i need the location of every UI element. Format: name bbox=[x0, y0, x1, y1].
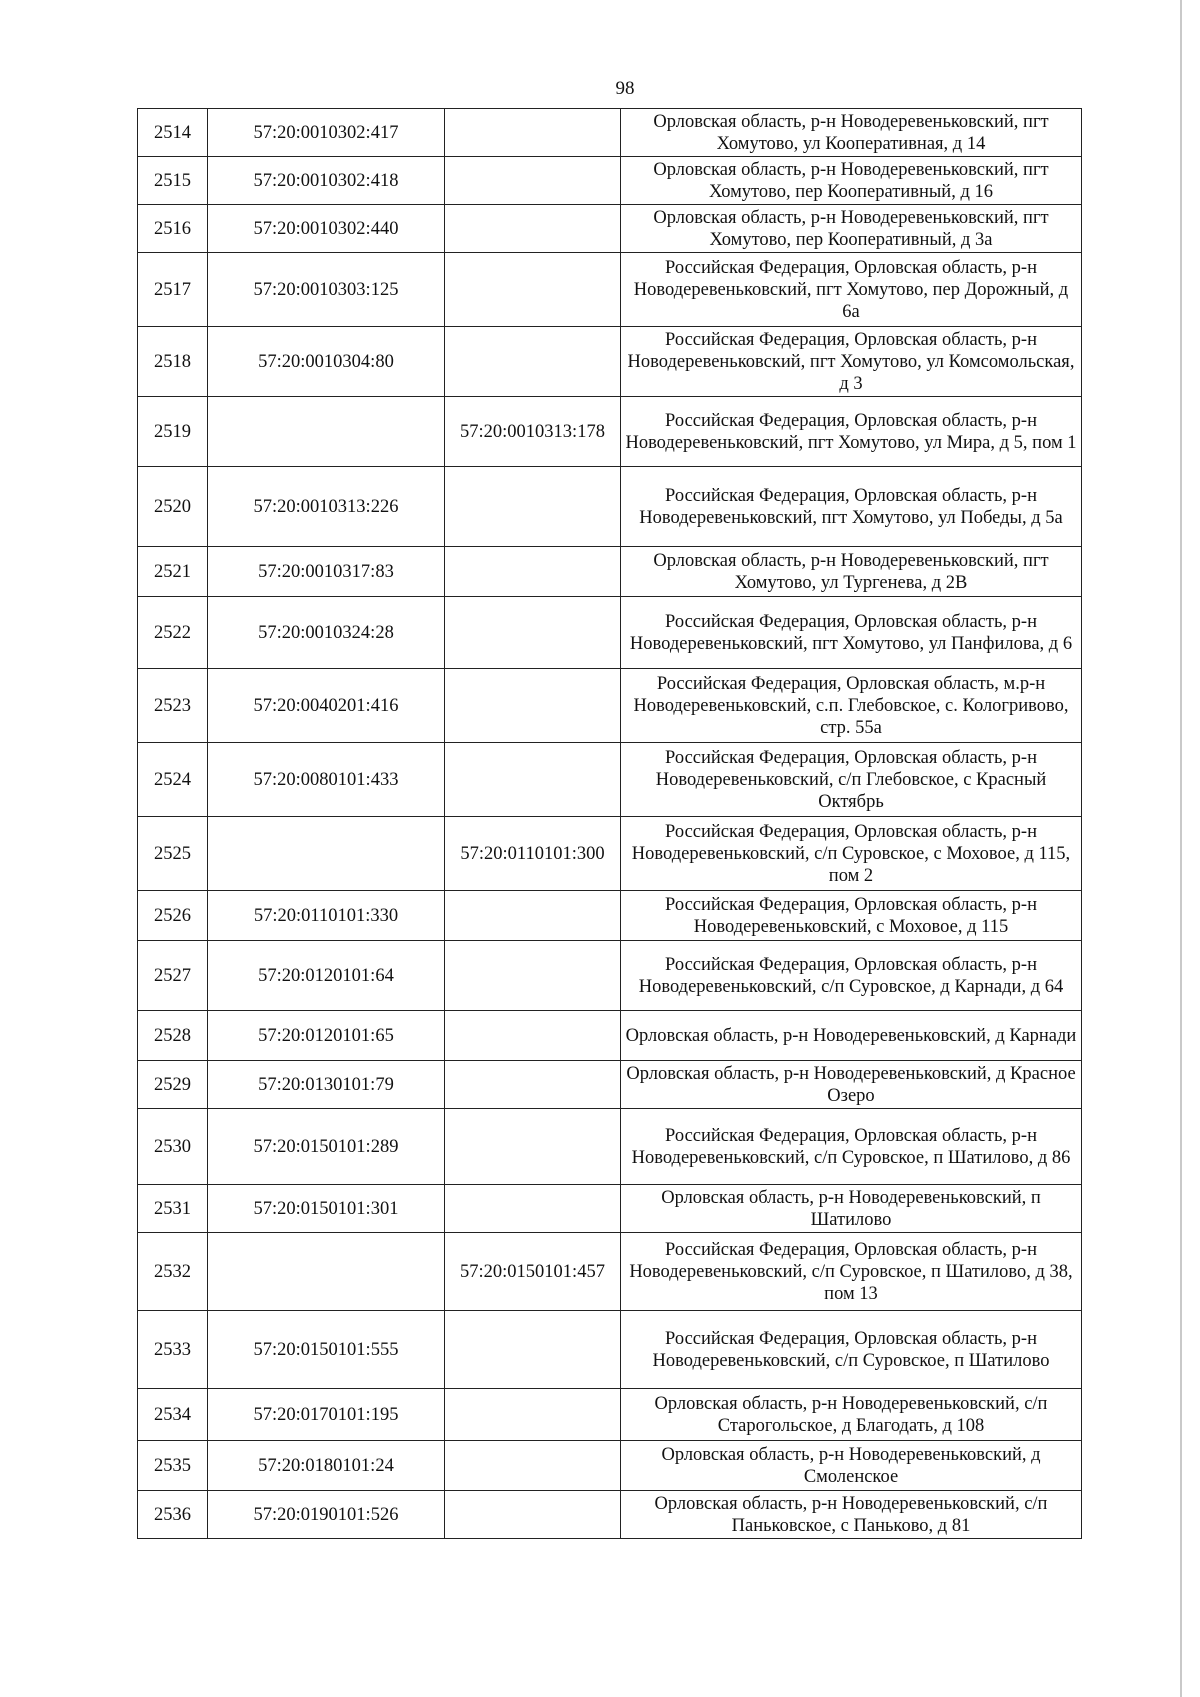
row-number: 2532 bbox=[138, 1233, 208, 1311]
row-number: 2530 bbox=[138, 1109, 208, 1185]
property-registry-table bbox=[137, 108, 1082, 1539]
cadastral-number: 57:20:0150101:555 bbox=[208, 1311, 445, 1389]
premises-cadastral-number bbox=[445, 1109, 621, 1185]
table-row bbox=[138, 1185, 1082, 1233]
page-number: 98 bbox=[615, 78, 635, 99]
premises-cadastral-number bbox=[445, 891, 621, 941]
row-number: 2536 bbox=[138, 1491, 208, 1539]
row-number: 2521 bbox=[138, 547, 208, 597]
table-row bbox=[138, 1389, 1082, 1441]
table-row bbox=[138, 941, 1082, 1011]
row-number: 2528 bbox=[138, 1011, 208, 1061]
table-row bbox=[138, 1233, 1082, 1311]
table-row bbox=[138, 669, 1082, 743]
row-number: 2531 bbox=[138, 1185, 208, 1233]
row-number: 2515 bbox=[138, 157, 208, 205]
row-number: 2526 bbox=[138, 891, 208, 941]
premises-cadastral-number bbox=[445, 1311, 621, 1389]
row-number: 2534 bbox=[138, 1389, 208, 1441]
row-number: 2520 bbox=[138, 467, 208, 547]
table-row bbox=[138, 467, 1082, 547]
address: Российская Федерация, Орловская область, р-н Новодеревеньковский, с Моховое, д 115 bbox=[621, 891, 1082, 941]
table-row bbox=[138, 1011, 1082, 1061]
row-number: 2517 bbox=[138, 253, 208, 327]
cadastral-number: 57:20:0010304:80 bbox=[208, 327, 445, 397]
cadastral-number: 57:20:0130101:79 bbox=[208, 1061, 445, 1109]
table-row bbox=[138, 109, 1082, 157]
row-number: 2524 bbox=[138, 743, 208, 817]
address: Орловская область, р-н Новодеревеньковский, д Смоленское bbox=[621, 1441, 1082, 1491]
address: Российская Федерация, Орловская область, р-н Новодеревеньковский, с/п Глебовское, с Красный Октябрь bbox=[621, 743, 1082, 817]
address: Российская Федерация, Орловская область, р-н Новодеревеньковский, пгт Хомутово, ул Мира, д 5, пом 1 bbox=[621, 397, 1082, 467]
row-number: 2522 bbox=[138, 597, 208, 669]
row-number: 2527 bbox=[138, 941, 208, 1011]
address: Российская Федерация, Орловская область, р-н Новодеревеньковский, с/п Суровское, п Шатилово, д 38, пом 13 bbox=[621, 1233, 1082, 1311]
premises-cadastral-number bbox=[445, 327, 621, 397]
cadastral-number: 57:20:0120101:64 bbox=[208, 941, 445, 1011]
address: Орловская область, р-н Новодеревеньковский, пгт Хомутово, ул Кооперативная, д 14 bbox=[621, 109, 1082, 157]
premises-cadastral-number bbox=[445, 1491, 621, 1539]
table-row bbox=[138, 891, 1082, 941]
address: Орловская область, р-н Новодеревеньковский, пгт Хомутово, пер Кооперативный, д 3а bbox=[621, 205, 1082, 253]
table-row bbox=[138, 157, 1082, 205]
cadastral-number: 57:20:0010313:226 bbox=[208, 467, 445, 547]
row-number: 2535 bbox=[138, 1441, 208, 1491]
premises-cadastral-number bbox=[445, 1011, 621, 1061]
address: Российская Федерация, Орловская область, р-н Новодеревеньковский, пгт Хомутово, ул Панфилова, д 6 bbox=[621, 597, 1082, 669]
address: Орловская область, р-н Новодеревеньковский, пгт Хомутово, ул Тургенева, д 2В bbox=[621, 547, 1082, 597]
premises-cadastral-number bbox=[445, 743, 621, 817]
table-row bbox=[138, 743, 1082, 817]
address: Орловская область, р-н Новодеревеньковский, с/п Старогольское, д Благодать, д 108 bbox=[621, 1389, 1082, 1441]
row-number: 2516 bbox=[138, 205, 208, 253]
address: Российская Федерация, Орловская область, м.р-н Новодеревеньковский, с.п. Глебовское, с. Кологривово, стр. 55а bbox=[621, 669, 1082, 743]
cadastral-number: 57:20:0150101:301 bbox=[208, 1185, 445, 1233]
premises-cadastral-number bbox=[445, 597, 621, 669]
premises-cadastral-number: 57:20:0150101:457 bbox=[445, 1233, 621, 1311]
premises-cadastral-number bbox=[445, 109, 621, 157]
cadastral-number: 57:20:0120101:65 bbox=[208, 1011, 445, 1061]
address: Российская Федерация, Орловская область, р-н Новодеревеньковский, пгт Хомутово, ул Комсомольская, д 3 bbox=[621, 327, 1082, 397]
cadastral-number: 57:20:0010317:83 bbox=[208, 547, 445, 597]
address: Российская Федерация, Орловская область, р-н Новодеревеньковский, пгт Хомутово, ул Победы, д 5а bbox=[621, 467, 1082, 547]
row-number: 2518 bbox=[138, 327, 208, 397]
cadastral-number: 57:20:0170101:195 bbox=[208, 1389, 445, 1441]
cadastral-number: 57:20:0010302:418 bbox=[208, 157, 445, 205]
premises-cadastral-number bbox=[445, 1185, 621, 1233]
cadastral-number: 57:20:0080101:433 bbox=[208, 743, 445, 817]
row-number: 2514 bbox=[138, 109, 208, 157]
table-row bbox=[138, 817, 1082, 891]
table-row bbox=[138, 597, 1082, 669]
table-row bbox=[138, 1491, 1082, 1539]
row-number: 2529 bbox=[138, 1061, 208, 1109]
cadastral-number bbox=[208, 817, 445, 891]
premises-cadastral-number bbox=[445, 941, 621, 1011]
table-row bbox=[138, 327, 1082, 397]
premises-cadastral-number: 57:20:0110101:300 bbox=[445, 817, 621, 891]
cadastral-number: 57:20:0040201:416 bbox=[208, 669, 445, 743]
address: Российская Федерация, Орловская область, р-н Новодеревеньковский, с/п Суровское, д Карнади, д 64 bbox=[621, 941, 1082, 1011]
address: Орловская область, р-н Новодеревеньковский, д Карнади bbox=[621, 1011, 1082, 1061]
premises-cadastral-number bbox=[445, 1061, 621, 1109]
table-row bbox=[138, 205, 1082, 253]
premises-cadastral-number bbox=[445, 467, 621, 547]
cadastral-number: 57:20:0150101:289 bbox=[208, 1109, 445, 1185]
cadastral-number: 57:20:0010302:417 bbox=[208, 109, 445, 157]
premises-cadastral-number bbox=[445, 1389, 621, 1441]
address: Российская Федерация, Орловская область, р-н Новодеревеньковский, с/п Суровское, п Шатилово, д 86 bbox=[621, 1109, 1082, 1185]
table-row bbox=[138, 253, 1082, 327]
premises-cadastral-number bbox=[445, 1441, 621, 1491]
table-row bbox=[138, 397, 1082, 467]
premises-cadastral-number bbox=[445, 205, 621, 253]
cadastral-number: 57:20:0190101:526 bbox=[208, 1491, 445, 1539]
premises-cadastral-number bbox=[445, 669, 621, 743]
cadastral-number bbox=[208, 1233, 445, 1311]
address: Орловская область, р-н Новодеревеньковский, пгт Хомутово, пер Кооперативный, д 16 bbox=[621, 157, 1082, 205]
cadastral-number bbox=[208, 397, 445, 467]
address: Орловская область, р-н Новодеревеньковский, п Шатилово bbox=[621, 1185, 1082, 1233]
row-number: 2519 bbox=[138, 397, 208, 467]
row-number: 2523 bbox=[138, 669, 208, 743]
row-number: 2533 bbox=[138, 1311, 208, 1389]
scan-edge-line bbox=[1180, 0, 1182, 1697]
cadastral-number: 57:20:0180101:24 bbox=[208, 1441, 445, 1491]
cadastral-number: 57:20:0010324:28 bbox=[208, 597, 445, 669]
address: Российская Федерация, Орловская область, р-н Новодеревеньковский, с/п Суровское, п Шатилово bbox=[621, 1311, 1082, 1389]
address: Российская Федерация, Орловская область, р-н Новодеревеньковский, с/п Суровское, с Моховое, д 115, пом 2 bbox=[621, 817, 1082, 891]
row-number: 2525 bbox=[138, 817, 208, 891]
premises-cadastral-number: 57:20:0010313:178 bbox=[445, 397, 621, 467]
address: Орловская область, р-н Новодеревеньковский, д Красное Озеро bbox=[621, 1061, 1082, 1109]
cadastral-number: 57:20:0010302:440 bbox=[208, 205, 445, 253]
address: Орловская область, р-н Новодеревеньковский, с/п Паньковское, с Паньково, д 81 bbox=[621, 1491, 1082, 1539]
table-row bbox=[138, 1311, 1082, 1389]
table-row bbox=[138, 547, 1082, 597]
address: Российская Федерация, Орловская область, р-н Новодеревеньковский, пгт Хомутово, пер Дорожный, д 6а bbox=[621, 253, 1082, 327]
cadastral-number: 57:20:0110101:330 bbox=[208, 891, 445, 941]
table-row bbox=[138, 1109, 1082, 1185]
table-row bbox=[138, 1061, 1082, 1109]
table-row bbox=[138, 1441, 1082, 1491]
cadastral-number: 57:20:0010303:125 bbox=[208, 253, 445, 327]
premises-cadastral-number bbox=[445, 157, 621, 205]
premises-cadastral-number bbox=[445, 253, 621, 327]
premises-cadastral-number bbox=[445, 547, 621, 597]
